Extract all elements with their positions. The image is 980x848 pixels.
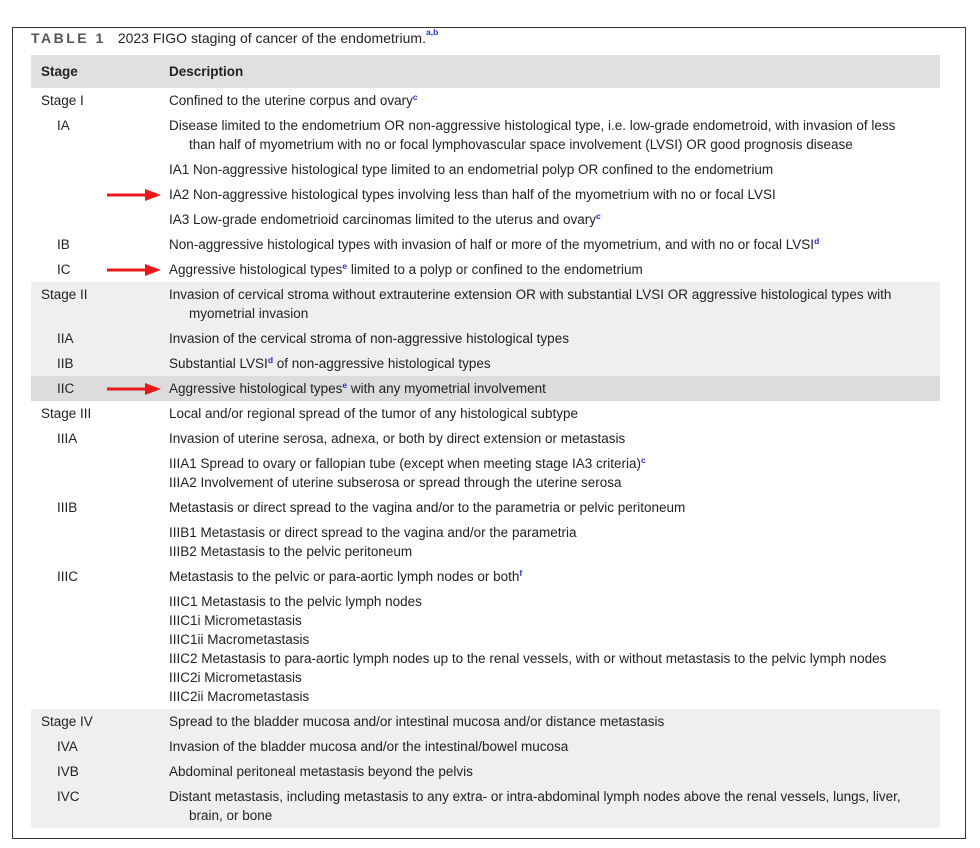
description-text: IIIB2 Metastasis to the pelvic peritoneum [169, 544, 413, 559]
red-arrow-icon [107, 264, 161, 276]
description-text: IIIC2 Metastasis to para-aortic lymph nodes up to the renal vessels, with or without metastasis to the pelvic lymph nodes [169, 651, 887, 666]
table-row [31, 564, 940, 589]
description-text: IIIA1 Spread to ovary or fallopian tube (except when meeting stage IA3 criteria) [169, 456, 642, 471]
stage-cell: Stage III [41, 406, 92, 421]
description-line [169, 210, 920, 229]
description-text: Non-aggressive histological types with invasion of half or more of the myometrium, and with no or focal LVSI [169, 237, 815, 252]
description-text: IA3 Low-grade endometrioid carcinomas limited to the uterus and ovary [169, 212, 596, 227]
description-line [169, 160, 920, 179]
table-row [31, 734, 940, 759]
description-cell [169, 91, 940, 110]
stage-cell: IVA [57, 739, 78, 754]
description-text: IIIB1 Metastasis or direct spread to the vagina and/or the parametria [169, 525, 577, 540]
table-row [31, 495, 940, 520]
description-text: IA1 Non-aggressive histological type limited to an endometrial polyp OR confined to the endometrium [169, 162, 774, 177]
description-cell [169, 787, 940, 825]
table-row [31, 232, 940, 257]
description-cell [169, 498, 940, 517]
footnote-ref[interactable]: c [595, 211, 601, 221]
description-line [169, 787, 920, 825]
description-text: with any myometrial involvement [347, 381, 546, 396]
stage-cell: IIIA [57, 431, 78, 446]
footnote-ref[interactable]: a,b [425, 27, 439, 37]
description-text: Aggressive histological types [169, 262, 343, 277]
description-line [169, 737, 920, 756]
footnote-ref[interactable]: e [342, 261, 348, 271]
table-caption [31, 27, 439, 46]
table-row [31, 88, 940, 113]
red-arrow-icon [107, 383, 161, 395]
description-line [169, 379, 920, 398]
description-cell [169, 379, 940, 398]
description-text: limited to a polyp or confined to the endometrium [347, 262, 643, 277]
table-row [31, 759, 940, 784]
description-text: Aggressive histological types [169, 381, 343, 396]
stage-cell: IIIB [57, 500, 78, 515]
description-line [169, 542, 920, 561]
description-text: Invasion of the cervical stroma of non-aggressive histological types [169, 331, 569, 346]
description-text: IA2 Non-aggressive histological types involving less than half of the myometrium with no or focal LVSI [169, 187, 776, 202]
table-body [31, 88, 940, 828]
description-text: Abdominal peritoneal metastasis beyond the pelvis [169, 764, 473, 779]
description-cell [169, 185, 940, 204]
description-cell [169, 329, 940, 348]
description-text: Distant metastasis, including metastasis to any extra- or intra-abdominal lymph nodes above the renal vessels, lungs, liver, brain, or bone [169, 789, 901, 823]
table-row [31, 182, 940, 207]
description-line [169, 712, 920, 731]
footnote-ref[interactable]: c [641, 455, 646, 465]
description-text: Invasion of cervical stroma without extrauterine extension OR with substantial LVSI OR aggressive histological types with myometrial invasion [169, 287, 892, 321]
table-label: TABLE 1 [31, 30, 106, 46]
description-cell [169, 592, 940, 706]
stage-cell: Stage I [41, 93, 84, 108]
stage-cell: IIC [57, 381, 75, 396]
description-cell [169, 116, 940, 154]
description-line [169, 429, 920, 448]
description-cell [169, 454, 940, 492]
description-cell [169, 285, 940, 323]
stage-cell: IIB [57, 356, 74, 371]
stage-cell: IVC [57, 789, 80, 804]
description-text: IIIC1i Micrometastasis [169, 613, 302, 628]
description-cell [169, 210, 940, 229]
header-stage: Stage [41, 64, 78, 79]
footnote-ref[interactable]: c [412, 92, 418, 102]
description-text: Confined to the uterine corpus and ovary [169, 93, 413, 108]
description-text: Metastasis to the pelvic or para-aortic lymph nodes or both [169, 569, 520, 584]
description-line [169, 523, 920, 542]
table-row [31, 257, 940, 282]
description-text: Spread to the bladder mucosa and/or intestinal mucosa and/or distance metastasis [169, 714, 665, 729]
description-cell [169, 712, 940, 731]
stage-cell [31, 592, 169, 706]
stage-cell: IC [57, 262, 71, 277]
table-row [31, 113, 940, 157]
description-text: IIIC1 Metastasis to the pelvic lymph nodes [169, 594, 422, 609]
description-line [169, 630, 920, 649]
description-line [169, 185, 920, 204]
footnote-ref[interactable]: d [814, 236, 820, 246]
description-text: Local and/or regional spread of the tumor of any histological subtype [169, 406, 579, 421]
description-cell [169, 429, 940, 448]
description-text: IIIC1ii Macrometastasis [169, 632, 310, 647]
description-line [169, 454, 920, 473]
stage-cell: IB [57, 237, 70, 252]
description-line [169, 498, 920, 517]
description-cell [169, 762, 940, 781]
table-row [31, 784, 940, 828]
footnote-ref[interactable]: d [267, 355, 274, 365]
table-title: 2023 FIGO staging of cancer of the endometrium. [117, 30, 426, 46]
description-line [169, 762, 920, 781]
description-text: of non-aggressive histological types [273, 356, 491, 371]
stage-cell: IIIC [57, 569, 79, 584]
description-cell [169, 235, 940, 254]
description-line [169, 611, 920, 630]
description-line [169, 649, 920, 668]
description-text: IIIC2i Micrometastasis [169, 670, 302, 685]
description-text: Invasion of uterine serosa, adnexa, or both by direct extension or metastasis [169, 431, 626, 446]
stage-cell [31, 454, 169, 492]
description-cell [169, 567, 940, 586]
stage-cell: IVB [57, 764, 79, 779]
footnote-ref[interactable]: e [342, 380, 348, 390]
description-cell [169, 354, 940, 373]
header-description: Description [169, 64, 244, 79]
description-line [169, 285, 920, 323]
description-line [169, 668, 920, 687]
description-line [169, 91, 920, 110]
description-line [169, 260, 920, 279]
stage-cell: IIA [57, 331, 74, 346]
description-line [169, 687, 920, 706]
footnote-ref[interactable]: f [519, 568, 523, 578]
description-cell [169, 260, 940, 279]
description-text: Disease limited to the endometrium OR non-aggressive histological type, i.e. low-grade endometroid, with invasion of less than half of myometrium with no or focal lymphovascular space involvement (LVSI) OR good prognosis disease [169, 118, 896, 152]
table-row [31, 589, 940, 709]
description-text: Invasion of the bladder mucosa and/or the intestinal/bowel mucosa [169, 739, 569, 754]
stage-cell: IA [57, 118, 70, 133]
description-line [169, 329, 920, 348]
description-cell [169, 160, 940, 179]
staging-table [31, 55, 940, 828]
description-text: IIIC2ii Macrometastasis [169, 689, 310, 704]
stage-cell [31, 523, 169, 561]
table-row [31, 401, 940, 426]
table-row [31, 157, 940, 182]
description-text: Metastasis or direct spread to the vagina and/or to the parametria or pelvic peritoneum [169, 500, 686, 515]
table-row [31, 709, 940, 734]
description-cell [169, 523, 940, 561]
table-row [31, 282, 940, 326]
table-header [31, 55, 940, 88]
description-line [169, 592, 920, 611]
table-row [31, 326, 940, 351]
table-row [31, 451, 940, 495]
red-arrow-icon [107, 189, 161, 201]
description-line [169, 235, 920, 254]
stage-cell: Stage II [41, 287, 88, 302]
description-line [169, 404, 920, 423]
stage-cell [31, 160, 169, 179]
table-row [31, 520, 940, 564]
description-line [169, 116, 920, 154]
description-text: IIIA2 Involvement of uterine subserosa or spread through the uterine serosa [169, 475, 622, 490]
description-line [169, 473, 920, 492]
table-row [31, 426, 940, 451]
table-row [31, 376, 940, 401]
description-line [169, 567, 920, 586]
stage-cell: Stage IV [41, 714, 93, 729]
description-cell [169, 404, 940, 423]
description-line [169, 354, 920, 373]
description-cell [169, 737, 940, 756]
description-text: Substantial LVSI [169, 356, 268, 371]
table-row [31, 207, 940, 232]
stage-cell [31, 210, 169, 229]
table-row [31, 351, 940, 376]
